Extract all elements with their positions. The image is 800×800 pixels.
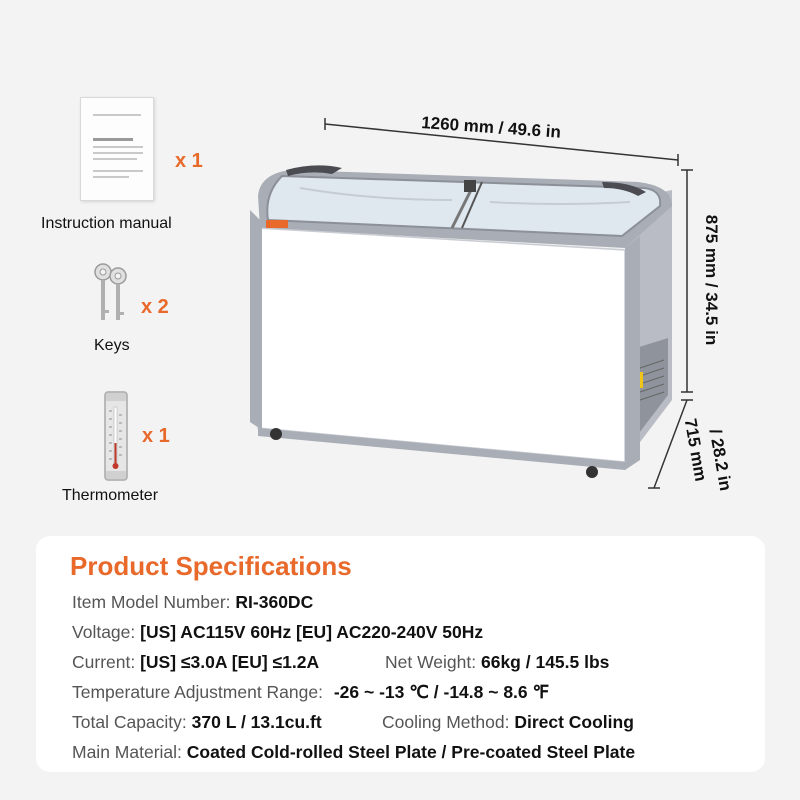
thermometer-label: Thermometer — [62, 487, 159, 504]
instruction-manual-image — [80, 97, 154, 201]
keys-quantity: x 2 — [141, 296, 169, 318]
spec-net-weight-value: 66kg / 145.5 lbs — [480, 652, 610, 672]
spec-model-row — [72, 592, 313, 613]
spec-material-row — [72, 742, 635, 763]
spec-temperature-label: Temperature Adjustment Range: — [72, 682, 323, 702]
specifications-card — [36, 536, 765, 772]
spec-capacity-label: Total Capacity: — [72, 712, 187, 732]
spec-net-weight — [385, 652, 609, 673]
manual-label: Instruction manual — [41, 215, 172, 232]
thermometer-icon — [103, 391, 129, 481]
spec-current-label: Current: — [72, 652, 136, 672]
height-dimension-label: 875 mm / 34.5 in — [702, 214, 721, 346]
height-dimension-line — [681, 170, 693, 392]
depth-dimension-label-mm: 715 mm — [680, 417, 711, 483]
width-dimension-label: 1260 mm / 49.6 in — [420, 113, 562, 142]
spec-net-weight-label: Net Weight: — [385, 652, 477, 672]
spec-current-value: [US] ≤3.0A [EU] ≤1.2A — [140, 652, 320, 672]
spec-capacity-value: 370 L / 13.1cu.ft — [191, 712, 322, 732]
thermometer-quantity: x 1 — [142, 425, 170, 447]
spec-material-label: Main Material: — [72, 742, 182, 762]
spec-model-value: RI-360DC — [235, 592, 314, 612]
spec-material-value: Coated Cold-rolled Steel Plate / Pre-coated Steel Plate — [186, 742, 636, 762]
spec-cooling-label: Cooling Method: — [382, 712, 510, 732]
spec-temperature-value: -26 ~ -13 ℃ / -14.8 ~ 8.6 ℉ — [333, 682, 550, 702]
spec-voltage-label: Voltage: — [72, 622, 136, 642]
spec-capacity-row — [72, 712, 752, 733]
spec-current-row — [72, 652, 752, 673]
spec-temperature-row — [72, 682, 549, 703]
keys-icon — [92, 262, 132, 324]
spec-model-label: Item Model Number: — [72, 592, 231, 612]
specifications-title: Product Specifications — [70, 551, 352, 581]
manual-quantity: x 1 — [175, 150, 203, 172]
keys-label: Keys — [94, 337, 130, 354]
spec-cooling — [382, 712, 634, 733]
chest-freezer-image — [220, 110, 760, 510]
spec-voltage-value: [US] AC115V 60Hz [EU] AC220-240V 50Hz — [140, 622, 484, 642]
spec-voltage-row — [72, 622, 483, 643]
spec-cooling-value: Direct Cooling — [514, 712, 634, 732]
depth-dimension-label-in: / 28.2 in — [705, 427, 736, 493]
